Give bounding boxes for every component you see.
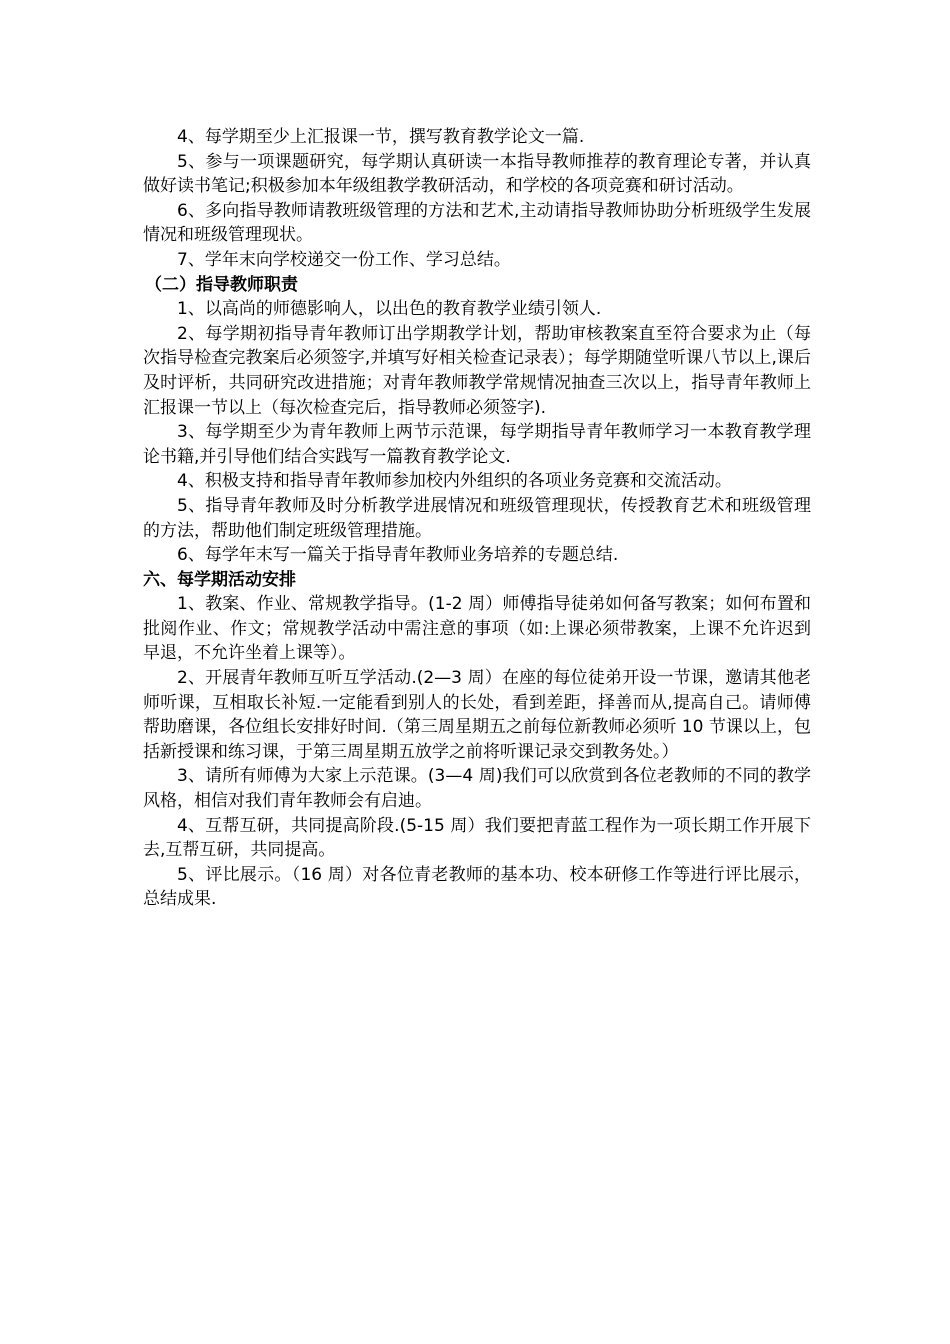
paragraph: 4、每学期至少上汇报课一节，撰写教育教学论文一篇. — [177, 127, 585, 147]
activity-schedule-section — [143, 568, 811, 912]
paragraph: 2、开展青年教师互听互学活动.(2—3 周）在座的每位徒弟开设一节课，邀请其他老师听课，互相取长补短.一定能看到别人的长处，看到差距，择善而从,提高自己。请师傅帮助磨课，各位组长安排好时间.（第三周星期五之前每位新教师必须听 10 节课以上，包括新授课和练习课，于第三周星期五放学之前将听课记录交到教务处。） — [143, 668, 811, 762]
section-heading: （二）指导教师职责 — [145, 274, 298, 295]
trainee-duties-section — [143, 125, 811, 273]
paragraph: 1、以高尚的师德影响人，以出色的教育教学业绩引领人. — [177, 299, 602, 320]
document-page — [143, 125, 811, 912]
paragraph: 3、请所有师傅为大家上示范课。(3—4 周)我们可以欣赏到各位老教师的不同的教学风格，相信对我们青年教师会有启迪。 — [143, 766, 811, 812]
paragraph: 2、每学期初指导青年教师订出学期教学计划，帮助审核教案直至符合要求为止（每次指导检查完教案后必须签字,并填写好相关检查记录表）；每学期随堂听课八节以上,课后及时评析，共同研究改进措施；对青年教师教学常规情况抽查三次以上，指导青年教师上汇报课一节以上（每次检查完后，指导教师必须签字). — [143, 323, 811, 418]
paragraph: 4、互帮互研，共同提高阶段.(5-15 周）我们要把青蓝工程作为一项长期工作开展下去,互帮互研，共同提高。 — [143, 815, 811, 861]
paragraph: 6、多向指导教师请教班级管理的方法和艺术,主动请指导教师协助分析班级学生发展情况和班级管理现状。 — [143, 200, 811, 246]
paragraph: 4、积极支持和指导青年教师参加校内外组织的各项业务竞赛和交流活动。 — [177, 471, 732, 492]
paragraph: 6、每学年末写一篇关于指导青年教师业务培养的专题总结. — [177, 545, 619, 566]
paragraph: 5、指导青年教师及时分析教学进展情况和班级管理现状，传授教育艺术和班级管理的方法，帮助他们制定班级管理措施。 — [143, 495, 811, 541]
paragraph: 3、每学期至少为青年教师上两节示范课，每学期指导青年教师学习一本教育教学理论书籍,并引导他们结合实践写一篇教育教学论文. — [143, 422, 811, 467]
paragraph: 5、评比展示。（16 周）对各位青老教师的基本功、校本研修工作等进行评比展示，总结成果. — [143, 864, 811, 910]
mentor-duties-section — [143, 273, 811, 568]
paragraph: 5、参与一项课题研究，每学期认真研读一本指导教师推荐的教育理论专著，并认真做好读书笔记;积极参加本年级组教学教研活动，和学校的各项竞赛和研讨活动。 — [143, 151, 811, 197]
section-heading: 六、每学期活动安排 — [143, 569, 296, 590]
paragraph: 1、教案、作业、常规教学指导。(1-2 周）师傅指导徒弟如何备写教案；如何布置和批阅作业、作文；常规教学活动中需注意的事项（如:上课必须带教案，上课不允许迟到早退，不允许坐着上课等）。 — [143, 594, 811, 664]
paragraph: 7、学年末向学校递交一份工作、学习总结。 — [177, 249, 511, 270]
